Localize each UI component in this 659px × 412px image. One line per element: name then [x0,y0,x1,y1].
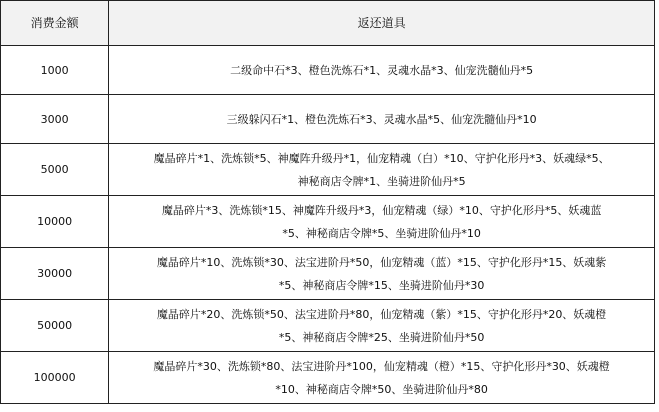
amount-cell: 50000 [1,300,109,352]
header-row [1,1,655,46]
items-cell [109,248,655,300]
header-amount: 消费金额 [1,1,109,46]
items-line: *5、神秘商店令牌*15、坐骑进阶仙丹*30 [278,278,485,292]
amount-cell: 10000 [1,196,109,248]
amount-cell: 3000 [1,95,109,144]
table-row [1,46,655,95]
table-row [1,352,655,404]
amount-cell: 5000 [1,144,109,196]
items-line: 魔晶碎片*30、洗炼锁*80、法宝进阶丹*100，仙宠精魂（橙）*15、守护化形丹*30、妖魂橙 [153,359,610,373]
items-cell [109,196,655,248]
header-items: 返还道具 [109,1,655,46]
items-line: 神秘商店令牌*1、坐骑进阶仙丹*5 [297,174,466,188]
items-line: 三级躲闪石*1、橙色洗炼石*3、灵魂水晶*5、仙宠洗髓仙丹*10 [226,112,537,126]
items-cell [109,95,655,144]
items-cell [109,144,655,196]
items-line: 魔晶碎片*3、洗炼锁*15、神魔阵升级丹*3，仙宠精魂（绿）*10、守护化形丹*5、妖魂蓝 [161,203,602,217]
items-line: 二级命中石*3、橙色洗炼石*1、灵魂水晶*3、仙宠洗髓仙丹*5 [230,63,534,77]
table-row [1,95,655,144]
items-line: *10、神秘商店令牌*50、坐骑进阶仙丹*80 [275,382,488,396]
items-line: *5、神秘商店令牌*5、坐骑进阶仙丹*10 [282,226,481,240]
table-row [1,248,655,300]
amount-cell: 100000 [1,352,109,404]
items-line: 魔晶碎片*20、洗炼锁*50、法宝进阶丹*80，仙宠精魂（紫）*15、守护化形丹*20、妖魂橙 [156,307,607,321]
table-row [1,196,655,248]
items-cell [109,300,655,352]
table-header [1,1,655,46]
items-cell [109,352,655,404]
items-line: 魔晶碎片*1、洗炼锁*5、神魔阵升级丹*1，仙宠精魂（白）*10、守护化形丹*3、妖魂绿*5、 [153,151,610,165]
items-cell [109,46,655,95]
items-line: *5、神秘商店令牌*25、坐骑进阶仙丹*50 [278,330,485,344]
amount-cell: 30000 [1,248,109,300]
table-row [1,300,655,352]
items-line: 魔晶碎片*10、洗炼锁*30、法宝进阶丹*50，仙宠精魂（蓝）*15、守护化形丹*15、妖魂紫 [156,255,607,269]
amount-cell: 1000 [1,46,109,95]
table-body [1,46,655,404]
table-row [1,144,655,196]
